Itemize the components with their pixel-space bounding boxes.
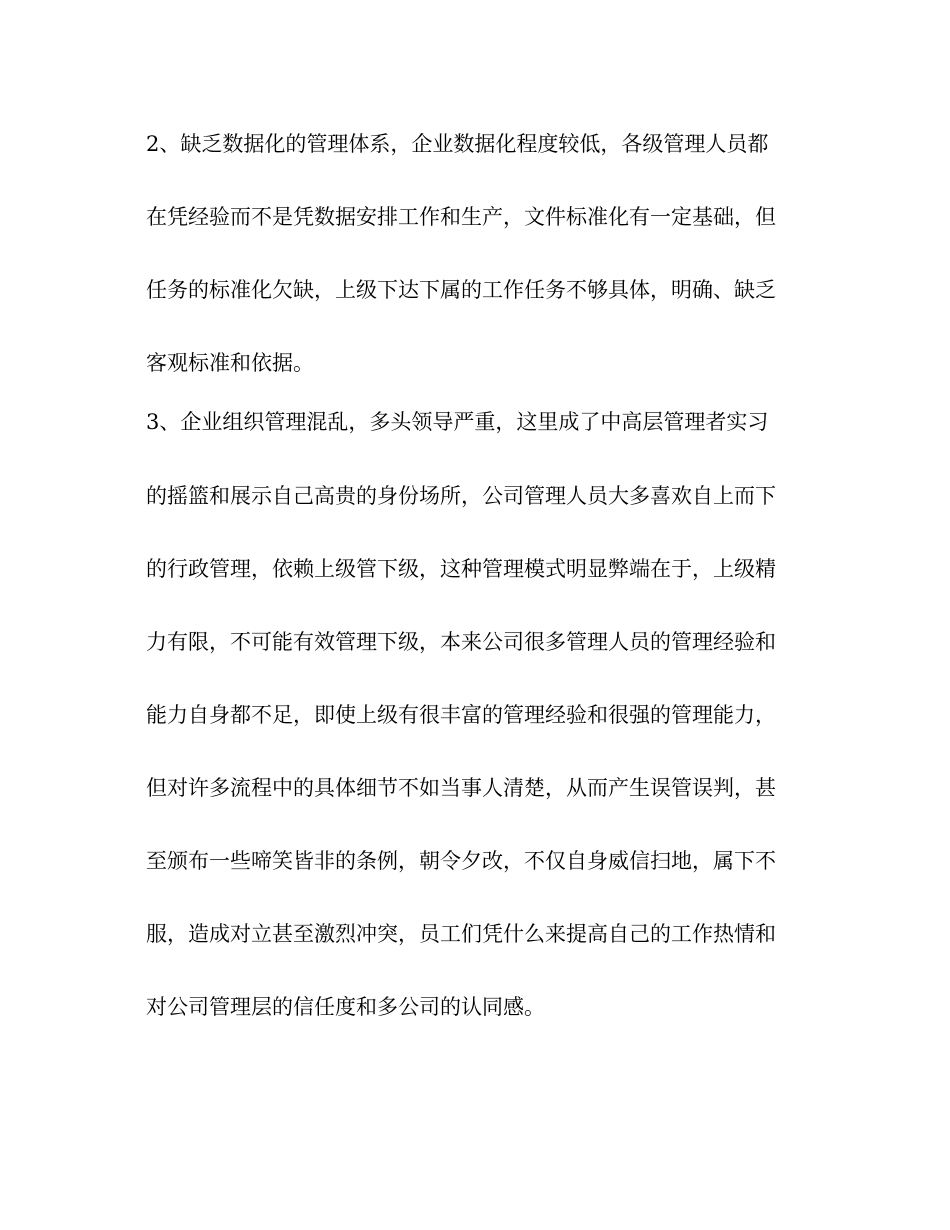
paragraph-3-line-5: 能力自身都不足，即使上级有很丰富的管理经验和很强的管理能力，: [146, 703, 776, 727]
paragraph-2-line-2: 在凭经验而不是凭数据安排工作和生产，文件标准化有一定基础，但: [146, 205, 776, 229]
paragraph-2-line-4: 客观标准和依据。: [146, 351, 314, 375]
paragraph-2-line-3: 任务的标准化欠缺，上级下达下属的工作任务不够具体，明确、缺乏: [146, 278, 776, 302]
paragraph-3-line-9: 对公司管理层的信任度和多公司的认同感。: [146, 995, 545, 1019]
paragraph-3-line-6: 但对许多流程中的具体细节不如当事人清楚，从而产生误管误判，甚: [146, 776, 776, 800]
paragraph-3-line-3: 的行政管理，依赖上级管下级，这种管理模式明显弊端在于，上级精: [146, 557, 776, 581]
paragraph-2-line-1: 2、缺乏数据化的管理体系，企业数据化程度较低，各级管理人员都: [146, 132, 769, 156]
paragraph-3-line-2: 的摇篮和展示自己高贵的身份场所，公司管理人员大多喜欢自上而下: [146, 484, 776, 508]
paragraph-3-line-7: 至颁布一些啼笑皆非的条例，朝令夕改，不仅自身威信扫地，属下不: [146, 849, 776, 873]
paragraph-3-line-8: 服，造成对立甚至激烈冲突，员工们凭什么来提高自己的工作热情和: [146, 922, 776, 946]
paragraph-3-line-1: 3、企业组织管理混乱，多头领导严重，这里成了中高层管理者实习: [146, 410, 769, 434]
paragraph-3-line-4: 力有限，不可能有效管理下级，本来公司很多管理人员的管理经验和: [146, 630, 776, 654]
